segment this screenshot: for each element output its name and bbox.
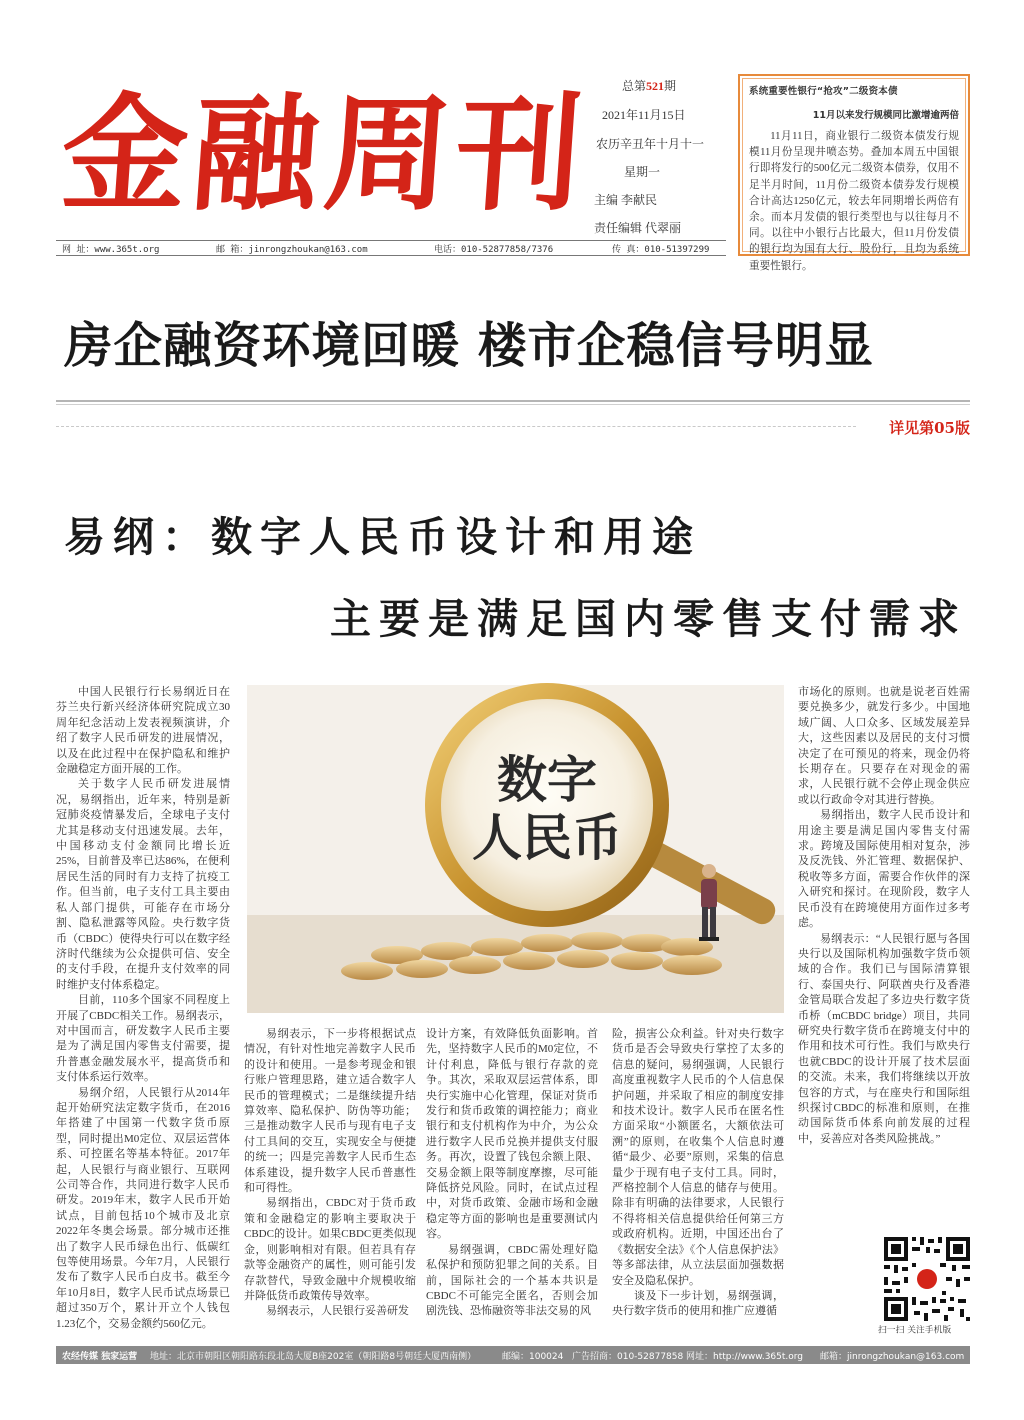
article-paragraph: 险，损害公众利益。针对央行数字货币是否会导致央行掌控了太多的信息的疑问，易纲强调，人民银行高度重视数字人民币的个人信息保护问题，并采取了相应的制度安排和技术设计。数字人民币在匿名性方面采取“小额匿名，大额依法可溯”的原则，在收集个人信息时遵循“最少、必要”原则，采集的信息量少于现有电子支付工具。同时，严格控制个人信息的储存与使用。除非有明确的法律要求，人民银行不得将相关信息提供给任何第三方或政府机构。近期，中国还出台了《数据安全法》《个人信息保护法》等多部法律，从立法层面加强数据安全及隐私保护。 (612, 1028, 784, 1287)
masthead-char: 金 (56, 80, 194, 228)
qr-label: 扫一扫 关注手机版 (878, 1325, 952, 1336)
responsible-editor: 责任编辑 代翠丽 (594, 221, 682, 235)
article-photo (247, 685, 784, 1013)
see-page-rule (56, 426, 856, 427)
see-page-link[interactable]: 详见第05版 (889, 419, 970, 437)
article-paragraph: 谈及下一步计划，易纲强调，央行数字货币的使用和推广应遵循 (612, 1289, 784, 1318)
article-paragraph: 易纲表示：“人民银行愿与各国央行以及国际机构加强数字货币领域的合作。我们已与国际清算银行、泰国央行、阿联酋央行及香港金管局联合发起了多边央行数字货币桥（mCBDC bridge）项目，共同研究央行数字货币在跨境支付中的作用和技术可行性。我们与欧央行也就CBDC的设计开展了技术层面的交流。未来，我们将继续以开放包容的方式，与在座央行和国际组织探讨CBDC的标准和原则，在推动国际货币体系向前发展的过程中，妥善应对各类风险挑战。” (798, 932, 970, 1145)
divider-rule (56, 400, 970, 405)
chief-editor: 主编 李献民 (594, 193, 658, 207)
article-paragraph: 易纲指出，数字人民币设计和用途主要是满足国内零售支付需求。跨境及国际使用相对复杂，涉及反洗钱、外汇管理、数据保护、税收等多方面，需要合作伙伴的深入研究和探讨。在现阶段，数字人民币没有在跨境使用方面作过多考虑。 (798, 809, 970, 930)
masthead-char: 融 (188, 80, 325, 228)
issue-date: 2021年11月15日 (602, 108, 686, 122)
teaser-headline-1: 系统重要性银行“抢攻”二级资本债 (749, 86, 898, 97)
contact-email[interactable]: 邮 箱：jinrongzhoukan@163.com (216, 244, 368, 255)
footer-address: 地址：北京市朝阳区朝阳路东段北岛大厦B座202室（朝阳路8号朝廷大厦西南侧） (150, 1351, 477, 1362)
article-paragraph: 易纲表示，人民银行妥善研发 (266, 1305, 409, 1318)
issue-prefix: 总第 (622, 79, 647, 93)
teaser-headline-2: 11月以来发行规模同比激增逾两倍 (812, 110, 959, 121)
article-paragraph: 中国人民银行行长易纲近日在芬兰央行新兴经济体研究院成立30周年纪念活动上发表视频演讲，介绍了数字人民币研发的进展情况，以及在此过程中在保护隐私和维护金融稳定方面开展的工作。 (56, 686, 230, 776)
headline-sub-line2[interactable]: 主要是满足国内零售支付需求 (330, 595, 967, 643)
masthead-logo (56, 74, 588, 234)
article-column-1 (56, 685, 230, 1330)
contact-website[interactable]: 网 址：www.365t.org (62, 244, 160, 255)
photo-text-line2: 人民币 (472, 809, 622, 867)
contact-phone: 电话：010-52877858/7376 (434, 244, 554, 255)
qr-logo (917, 1269, 937, 1289)
magnifying-glass-icon (425, 683, 669, 927)
article-column-2 (244, 1027, 416, 1317)
footer-brand: 农经传媒 独家运营 (62, 1351, 138, 1362)
photo-text-line1: 数字 (497, 751, 597, 809)
article-paragraph: 易纲介绍，人民银行从2014年起开始研究法定数字货币，在2016年搭建了中国第一代数字货币原型，同时提出M0定位、双层运营体系、可控匿名等基本特征。2017年起，人民银行与商业银行、互联网公司等合作，共同进行数字人民币研发。2019年末，数字人民币开始试点，目前包括10个城市及北京2022年冬奥会场景。部分城市还推出了数字人民币绿色出行、低碳红包等使用场景。今年7月，人民银行发布了数字人民币白皮书。截至今年10月8日，数字人民币试点场景已超过350万个，累计开立个人钱包1.23亿个，交易金额约560亿元。 (56, 1086, 230, 1330)
footer-email[interactable]: 邮箱：jinrongzhoukan@163.com (820, 1351, 965, 1362)
article-column-4 (612, 1027, 784, 1317)
article-paragraph: 易纲指出，CBDC对于货币政策和金融稳定的影响主要取决于CBDC的设计。如果CBDC更类似现金，则影响相对有限。但若具有存款等金融资产的属性，则可能引发存款替代，导致金融中介规模收缩并降低货币政策传导效率。 (244, 1197, 416, 1302)
issue-number-value: 521 (646, 79, 665, 93)
footer-ad-phone: 广告招商：010-52877858 (572, 1351, 684, 1362)
article-column-3 (426, 1027, 598, 1317)
qr-code-graphic (882, 1235, 972, 1323)
weekday: 星期一 (624, 165, 661, 179)
article-paragraph: 易纲表示，下一步将根据试点情况，有针对性地完善数字人民币的设计和使用。一是参考现金和银行账户管理思路，建立适合数字人民币的管理模式；二是继续提升结算效率、隐私保护、防伪等功能；三是推动数字人民币与现有电子支付工具间的交互，实现安全与便捷的统一；四是完善数字人民币生态体系建设，提升数字人民币普惠性和可得性。 (244, 1028, 416, 1195)
qr-code-icon[interactable] (882, 1235, 972, 1329)
contact-fax: 传 真：010-51397299 (612, 244, 710, 255)
article-paragraph: 目前，110多个国家不同程度上开展了CBDC相关工作。易纲表示，对中国而言，研发数字人民币主要是为了满足国内零售支付需要，提升普惠金融发展水平，提高货币和支付体系运行效率。 (56, 994, 230, 1084)
lunar-date: 农历辛丑年十月十一 (596, 137, 705, 151)
photo-illustration (247, 685, 784, 1013)
article-paragraph: 关于数字人民币研发进展情况，易纲指出，近年来，特别是新冠肺炎疫情暴发后，全球电子支付尤其是移动支付迅速发展。去年，中国移动支付金额同比增长近25%，目前普及率已达86%，在便利居民生活的同时有力支持了抗疫工作。但当前，电子支付工具主要由私人部门提供，可能存在市场分割、隐私泄露等风险。央行数字货币（CBDC）使得央行可以在数字经济时代继续为公众提供可信、安全的支付手段，在提升支付效率的同时维护支付体系稳定。 (56, 778, 230, 991)
footer-postcode: 邮编：100024 (502, 1351, 564, 1362)
footer-website[interactable]: 网址：http://www.365t.org (686, 1351, 804, 1362)
issue-suffix: 期 (664, 79, 677, 93)
footer-bar (56, 1346, 970, 1364)
contact-bar (56, 240, 726, 256)
masthead-char: 刊 (450, 80, 588, 228)
masthead-char: 周 (319, 80, 456, 228)
headline-main[interactable]: 房企融资环境回暖 楼市企稳信号明显 (64, 317, 874, 374)
article-paragraph: 易纲强调，CBDC需处理好隐私保护和预防犯罪之间的关系。目前，国际社会的一个基本共识是CBDC不可能完全匿名，否则会加剧洗钱、恐怖融资等非法交易的风 (426, 1243, 598, 1318)
headline-sub-line1[interactable]: 易纲：数字人民币设计和用途 (64, 513, 701, 561)
teaser-box[interactable] (738, 74, 970, 272)
teaser-body: 11月11日，商业银行二级资本债发行规模11月份呈现井喷态势。叠加本周五中国银行即将发行的500亿元二级资本债券，仅用不足半月时间，11月份二级资本债券发行规模合计高达1250亿元，较去年同期增长两倍有余。而本月发债的银行类型也与以往每月不同。以往中小银行占比最大，但11月份发债的银行均为国有大行、股份行，且均为系统重要性银行。 (749, 131, 959, 272)
article-column-5 (798, 685, 970, 1145)
issue-info (588, 76, 728, 236)
article-paragraph: 设计方案，有效降低负面影响。首先，坚持数字人民币的M0定位，不计付利息，降低与银行存款的竞争。其次，采取双层运营体系，即央行实施中心化管理，保证对货币发行和货币政策的调控能力；商业银行和支付机构作为中介，为公众进行数字人民币兑换并提供支付服务。再次，设置了钱包余额上限、交易金额上限等制度摩擦，尽可能降低挤兑风险。同时，在试点过程中，对货币政策、金融市场和金融稳定等方面的影响也是重要测试内容。 (426, 1028, 598, 1241)
article-paragraph: 市场化的原则。也就是说老百姓需要兑换多少，就发行多少。中国地域广阔、人口众多、区域发展差异大，这些因素以及居民的支付习惯决定了在可预见的将来，现金仍将长期存在。只要存在对现金的需求，人民银行就不会停止现金供应或以行政命令对其进行替换。 (798, 686, 970, 806)
